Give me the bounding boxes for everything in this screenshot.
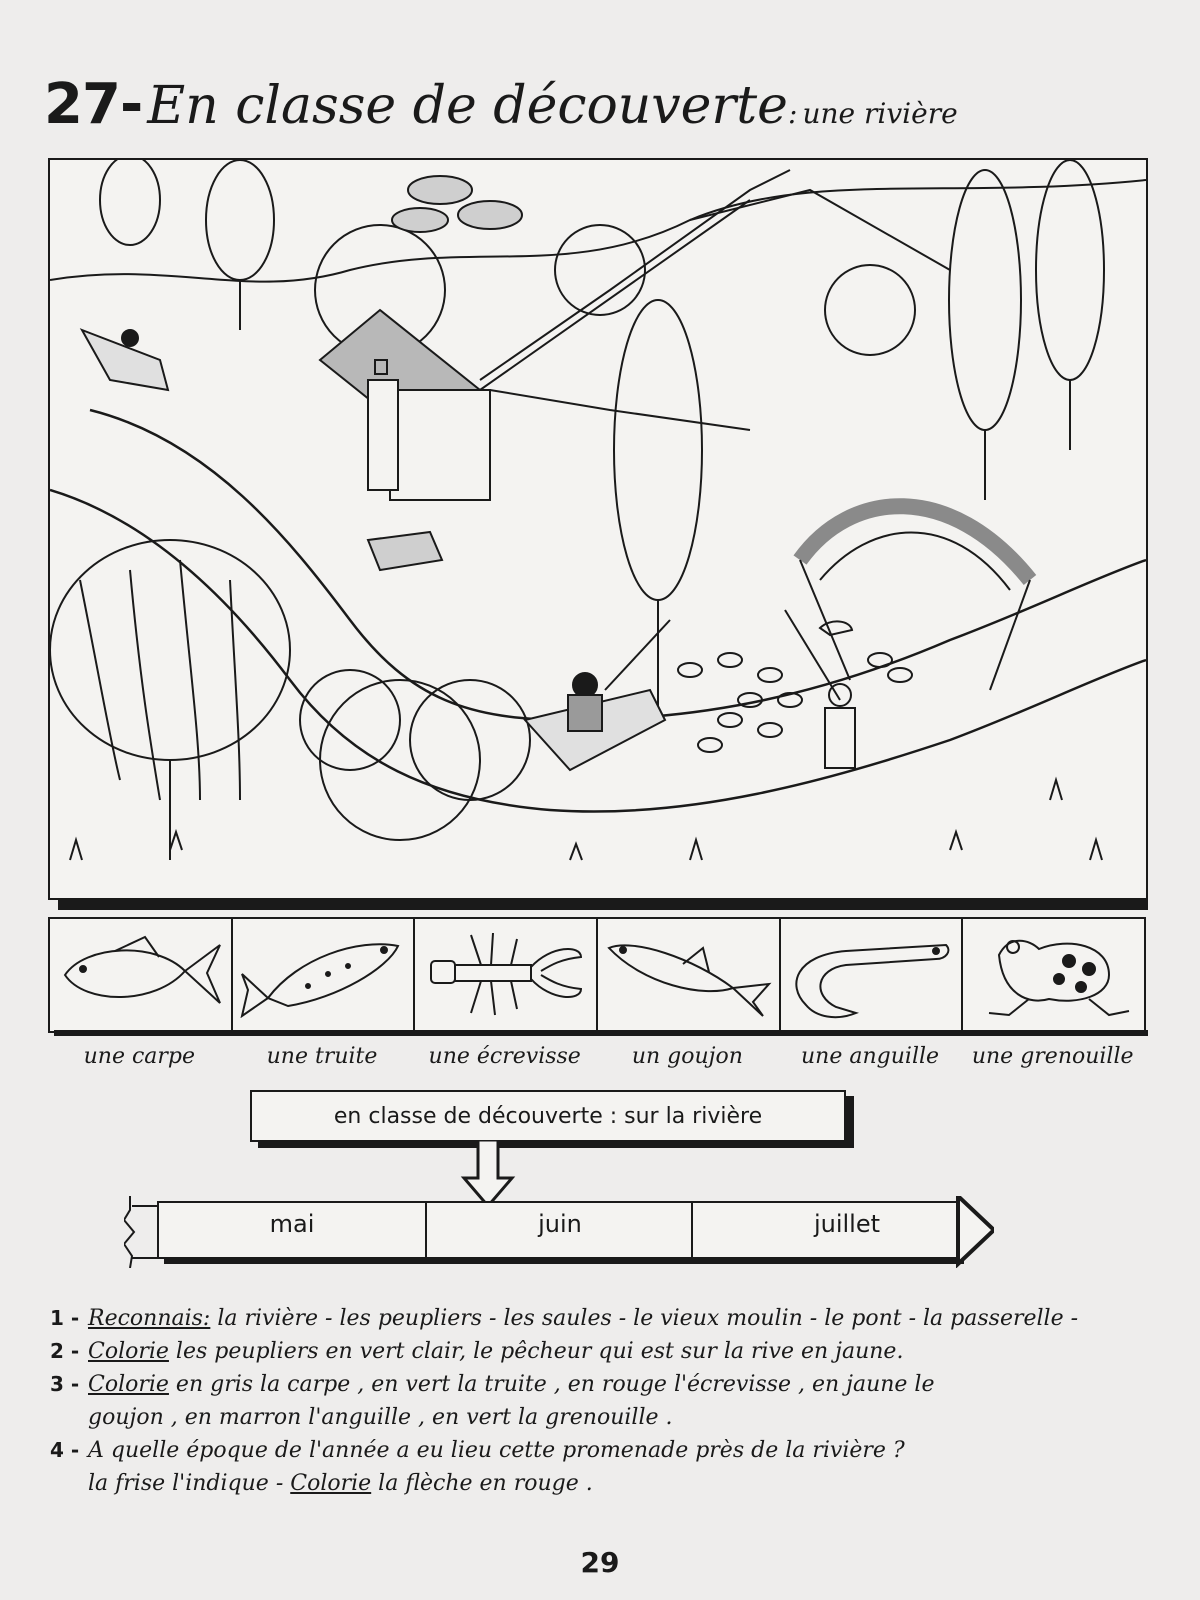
frog-icon [969, 925, 1139, 1025]
instruction-4-continued [50, 1467, 1160, 1500]
animal-label: une écrevisse [428, 1044, 581, 1069]
animal-label: une truite [266, 1044, 378, 1069]
animal-strip [48, 917, 1146, 1033]
animal-label: une carpe [83, 1044, 196, 1069]
bush [300, 670, 530, 840]
animal-cell-trout [233, 919, 416, 1031]
instruction-text: la frise l'indique - [88, 1471, 291, 1496]
instruction-number: 1 - [50, 1306, 80, 1330]
instruction-number: 4 - [50, 1438, 80, 1462]
river-landscape-illustration [48, 158, 1148, 900]
scene-border-shadow [58, 898, 1148, 910]
animal-cell-frog [963, 919, 1146, 1031]
animal-label: un goujon [631, 1044, 743, 1069]
page-title [44, 72, 958, 152]
poplar-tree [100, 160, 160, 245]
instruction-verb: Colorie [88, 1339, 169, 1364]
crayfish-icon [421, 925, 591, 1025]
gudgeon-icon [603, 928, 773, 1022]
title-text: En classe de découverte [147, 76, 788, 136]
footbridge [368, 532, 442, 570]
cows [392, 176, 522, 232]
instruction-text: la flèche en rouge . [371, 1471, 593, 1496]
month-juin: juin [538, 1210, 582, 1238]
poplar-tree [1036, 160, 1104, 450]
instruction-3-continued: goujon , en marron l'anguille , en vert la grenouille . [88, 1405, 673, 1430]
eel-icon [786, 925, 956, 1025]
stone-bridge [800, 506, 1030, 690]
animal-labels [48, 1044, 1144, 1069]
animal-strip-shadow [54, 1030, 1148, 1036]
page-number: 29 [580, 1546, 620, 1579]
title-separator: - [119, 72, 143, 137]
instruction-text: la rivière - les peupliers - les saules - le vieux moulin - le pont - la passerelle - [210, 1306, 1079, 1331]
instructions-list [50, 1302, 1160, 1500]
instruction-text: les peupliers en vert clair, le pêcheur qui est sur la rive en jaune. [168, 1339, 904, 1364]
animal-cell-eel [781, 919, 964, 1031]
animal-label: une grenouille [971, 1044, 1134, 1069]
instruction-verb: Colorie [88, 1372, 169, 1397]
animal-cell-carp [50, 919, 233, 1031]
fisherman-on-bank [785, 610, 855, 768]
instruction-text: A quelle époque de l'année a eu lieu cette promenade près de la rivière ? [88, 1438, 905, 1463]
fisherman-boat [525, 620, 670, 770]
exercise-number: 27 [44, 72, 120, 137]
month-juillet: juillet [813, 1210, 881, 1238]
instruction-verb: Reconnais: [88, 1306, 211, 1331]
rowboat [82, 330, 168, 390]
poplar-tree [206, 160, 274, 330]
title-colon: : [787, 97, 798, 130]
trout-icon [238, 928, 408, 1022]
title-subtitle: une rivière [802, 97, 958, 130]
fence [480, 170, 790, 430]
animal-cell-gudgeon [598, 919, 781, 1031]
willow-tree [50, 540, 290, 860]
animal-label: une anguille [801, 1044, 940, 1069]
month-mai: mai [269, 1210, 315, 1238]
poplar-tree [949, 170, 1021, 500]
animal-cell-crayfish [415, 919, 598, 1031]
caption-text: en classe de découverte : sur la rivière [333, 1103, 763, 1129]
instruction-text: en gris la carpe , en vert la truite , en rouge l'écrevisse , en jaune le [168, 1372, 935, 1397]
instruction-number: 2 - [50, 1339, 80, 1363]
old-mill [320, 310, 490, 500]
instruction-3 [50, 1368, 1160, 1401]
instruction-2 [50, 1335, 1160, 1368]
caption-box [250, 1090, 846, 1142]
carp-icon [55, 931, 225, 1019]
poplar-tree [614, 300, 702, 720]
duck [820, 621, 852, 635]
instruction-number: 3 - [50, 1372, 80, 1396]
instruction-verb: Colorie [290, 1471, 372, 1496]
instruction-1 [50, 1302, 1160, 1335]
instruction-4 [50, 1434, 1160, 1467]
